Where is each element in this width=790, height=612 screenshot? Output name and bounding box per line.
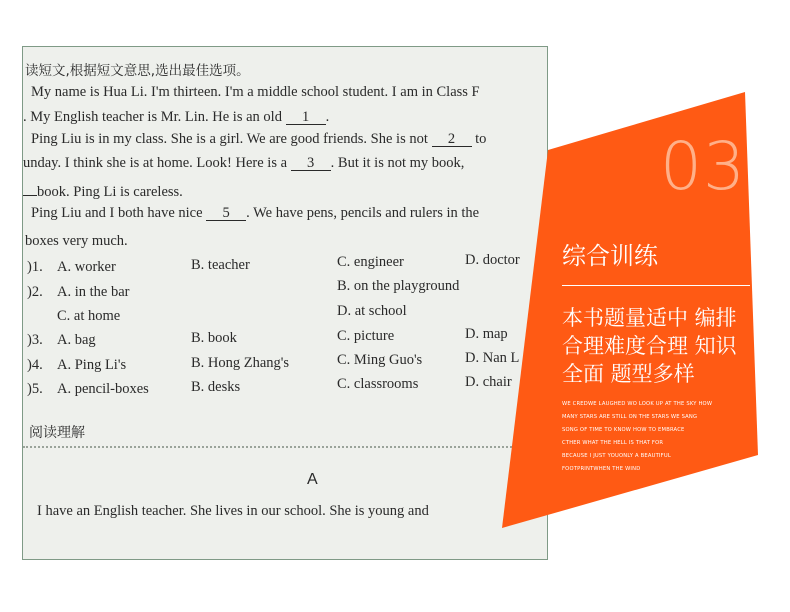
instruction: 读短文,根据短文意思,选出最佳选项。 xyxy=(25,63,250,79)
q1-option-c: C. engineer xyxy=(337,254,404,270)
passage-line-6-tail: . We have pens, pencils and rulers in the xyxy=(246,205,480,221)
passage-line-5-text: book. Ping Li is careless. xyxy=(37,184,183,200)
passage-line-4-text: unday. I think she is at home. Look! Here is a xyxy=(23,155,288,171)
blank-3: 3 xyxy=(291,156,331,171)
panel-heading: 综合训练 xyxy=(562,242,658,270)
panel-line-3: 全面 题型多样 xyxy=(562,362,695,386)
passage-letter: A xyxy=(307,471,318,488)
passage-line-3-tail: to xyxy=(475,131,487,147)
passage-line-6-text: Ping Liu and I both have nice xyxy=(31,205,203,221)
panel-small-line: BECAUSE I JUST YOUONLY A BEAUTIFUL xyxy=(562,453,671,459)
panel-small-line: SONG OF TIME TO KNOW HOW TO EMBRACE xyxy=(562,427,685,433)
passage-line-2-text: . My English teacher is Mr. Lin. He is an old xyxy=(23,109,282,125)
passage-line-2-tail: . xyxy=(325,109,330,125)
passage-line-3-text: Ping Liu is in my class. She is a girl. We are good friends. She is not xyxy=(31,131,428,147)
panel-line-2: 合理难度合理 知识 xyxy=(562,334,737,358)
q4-number: )4. xyxy=(27,357,43,373)
panel-small-line: CTHER WHAT THE HELL IS THAT FOR xyxy=(562,440,664,446)
q1-number: )1. xyxy=(27,259,43,275)
q2-option-d: D. at school xyxy=(337,303,407,319)
q3-option-c: C. picture xyxy=(337,328,395,344)
q4-option-a: A. Ping Li's xyxy=(57,357,127,373)
panel-small-line: MANY STARS ARE STILL ON THE STARS WE SANG xyxy=(562,414,698,420)
next-passage-line: I have an English teacher. She lives in our school. She is young and xyxy=(37,503,429,519)
section-number: 03 xyxy=(660,128,746,205)
section-title: 阅读理解 xyxy=(29,425,85,441)
q2-option-c: C. at home xyxy=(57,308,121,324)
q3-option-a: A. bag xyxy=(57,332,96,348)
q4-option-c: C. Ming Guo's xyxy=(337,352,423,368)
q3-number: )3. xyxy=(27,332,43,348)
panel-text-block xyxy=(562,236,787,476)
panel-line-1: 本书题量适中 编排 xyxy=(562,306,737,330)
panel-small-line: WE CREDWE LAUGHED WO LOOK UP AT THE SKY HOW xyxy=(562,401,713,407)
q2-number: )2. xyxy=(27,284,43,300)
q1-option-b: B. teacher xyxy=(191,257,250,273)
q2-option-a: A. in the bar xyxy=(57,284,130,300)
q2-option-b: B. on the playground xyxy=(337,278,460,294)
q5-option-a: A. pencil-boxes xyxy=(57,381,149,397)
blank-1: 1 xyxy=(286,110,326,125)
q4-option-d: D. Nan L xyxy=(465,350,520,366)
passage-line-4-tail: . But it is not my book, xyxy=(330,155,465,171)
q1-option-d: D. doctor xyxy=(465,252,520,268)
q5-option-d: D. chair xyxy=(465,374,512,390)
q1-option-a: A. worker xyxy=(57,259,116,275)
q4-option-b: B. Hong Zhang's xyxy=(191,355,290,371)
passage-line-7: boxes very much. xyxy=(25,233,128,249)
panel-small-line: FOOTPRINTWHEN THE WIND xyxy=(562,466,641,472)
q3-option-b: B. book xyxy=(191,330,237,346)
q5-number: )5. xyxy=(27,381,43,397)
blank-5: 5 xyxy=(206,206,246,221)
panel-small-text xyxy=(562,398,787,476)
q3-option-d: D. map xyxy=(465,326,508,342)
panel-rule xyxy=(562,285,750,286)
passage-line-1: My name is Hua Li. I'm thirteen. I'm a middle school student. I am in Class F xyxy=(31,84,480,100)
blank-2: 2 xyxy=(432,132,472,147)
q5-option-b: B. desks xyxy=(191,379,241,395)
q5-option-c: C. classrooms xyxy=(337,376,419,392)
